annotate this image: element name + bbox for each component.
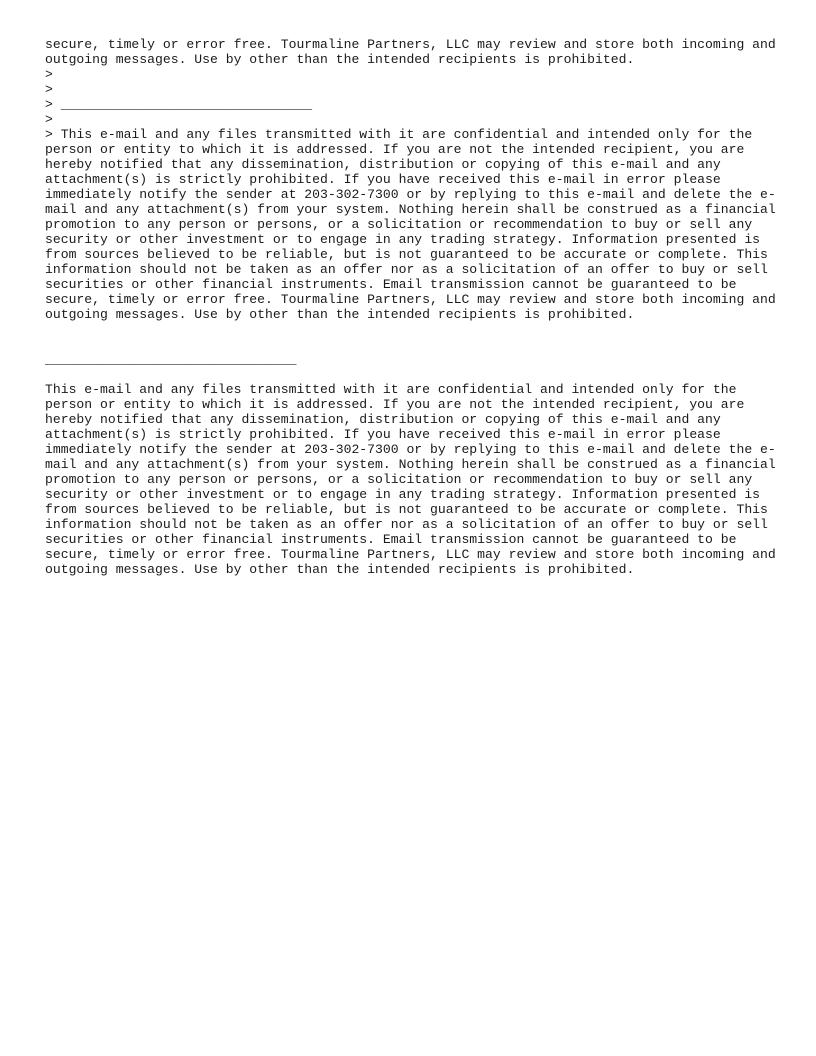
- disclaimer-line: This e-mail and any files transmitted with it are confidential and intended only for the: [45, 382, 737, 397]
- quoted-disclaimer-line: securities or other financial instruments. Email transmission cannot be guaranteed to be: [45, 277, 737, 292]
- disclaimer-line: securities or other financial instruments. Email transmission cannot be guaranteed to be: [45, 532, 737, 547]
- quoted-disclaimer-line: from sources believed to be reliable, but is not guaranteed to be accurate or complete. This: [45, 247, 768, 262]
- quoted-disclaimer-line: immediately notify the sender at 203-302-7300 or by replying to this e-mail and delete the e-: [45, 187, 776, 202]
- blank-line: [45, 322, 785, 337]
- disclaimer-line: immediately notify the sender at 203-302-7300 or by replying to this e-mail and delete the e-: [45, 442, 776, 457]
- quote-marker-line: >: [45, 112, 53, 127]
- disclaimer-line: hereby notified that any dissemination, distribution or copying of this e-mail and any: [45, 412, 721, 427]
- disclaimer-line: attachment(s) is strictly prohibited. If you have received this e-mail in error please: [45, 427, 721, 442]
- quoted-disclaimer-line: > This e-mail and any files transmitted with it are confidential and intended only for the: [45, 127, 753, 142]
- quoted-separator-line: > ________________________________: [45, 97, 313, 112]
- quoted-disclaimer-line: attachment(s) is strictly prohibited. If you have received this e-mail in error please: [45, 172, 721, 187]
- quoted-disclaimer-line: secure, timely or error free. Tourmaline Partners, LLC may review and store both incoming and: [45, 292, 776, 307]
- quote-marker-line: >: [45, 67, 53, 82]
- separator-line: ________________________________: [45, 352, 297, 367]
- blank-line: [45, 367, 785, 382]
- quoted-disclaimer-line: promotion to any person or persons, or a solicitation or recommendation to buy or sell any: [45, 217, 753, 232]
- quote-marker-line: >: [45, 82, 53, 97]
- quoted-disclaimer-line: security or other investment or to engage in any trading strategy. Information presented is: [45, 232, 761, 247]
- disclaimer-line: secure, timely or error free. Tourmaline Partners, LLC may review and store both incoming and: [45, 547, 776, 562]
- text-line: outgoing messages. Use by other than the intended recipients is prohibited.: [45, 52, 635, 67]
- quoted-disclaimer-line: person or entity to which it is addressed. If you are not the intended recipient, you are: [45, 142, 745, 157]
- blank-line: [45, 337, 785, 352]
- disclaimer-line: from sources believed to be reliable, but is not guaranteed to be accurate or complete. This: [45, 502, 768, 517]
- disclaimer-line: person or entity to which it is addressed. If you are not the intended recipient, you are: [45, 397, 745, 412]
- disclaimer-line: promotion to any person or persons, or a solicitation or recommendation to buy or sell any: [45, 472, 753, 487]
- text-line: secure, timely or error free. Tourmaline Partners, LLC may review and store both incoming and: [45, 37, 776, 52]
- disclaimer-line: mail and any attachment(s) from your system. Nothing herein shall be construed as a financial: [45, 457, 776, 472]
- email-document: [45, 37, 785, 577]
- disclaimer-line: security or other investment or to engage in any trading strategy. Information presented is: [45, 487, 761, 502]
- quoted-disclaimer-line: mail and any attachment(s) from your system. Nothing herein shall be construed as a financial: [45, 202, 776, 217]
- quoted-disclaimer-line: hereby notified that any dissemination, distribution or copying of this e-mail and any: [45, 157, 721, 172]
- disclaimer-line: outgoing messages. Use by other than the intended recipients is prohibited.: [45, 562, 635, 577]
- quoted-disclaimer-line: information should not be taken as an offer nor as a solicitation of an offer to buy or sell: [45, 262, 768, 277]
- quoted-disclaimer-line: outgoing messages. Use by other than the intended recipients is prohibited.: [45, 307, 635, 322]
- disclaimer-line: information should not be taken as an offer nor as a solicitation of an offer to buy or sell: [45, 517, 768, 532]
